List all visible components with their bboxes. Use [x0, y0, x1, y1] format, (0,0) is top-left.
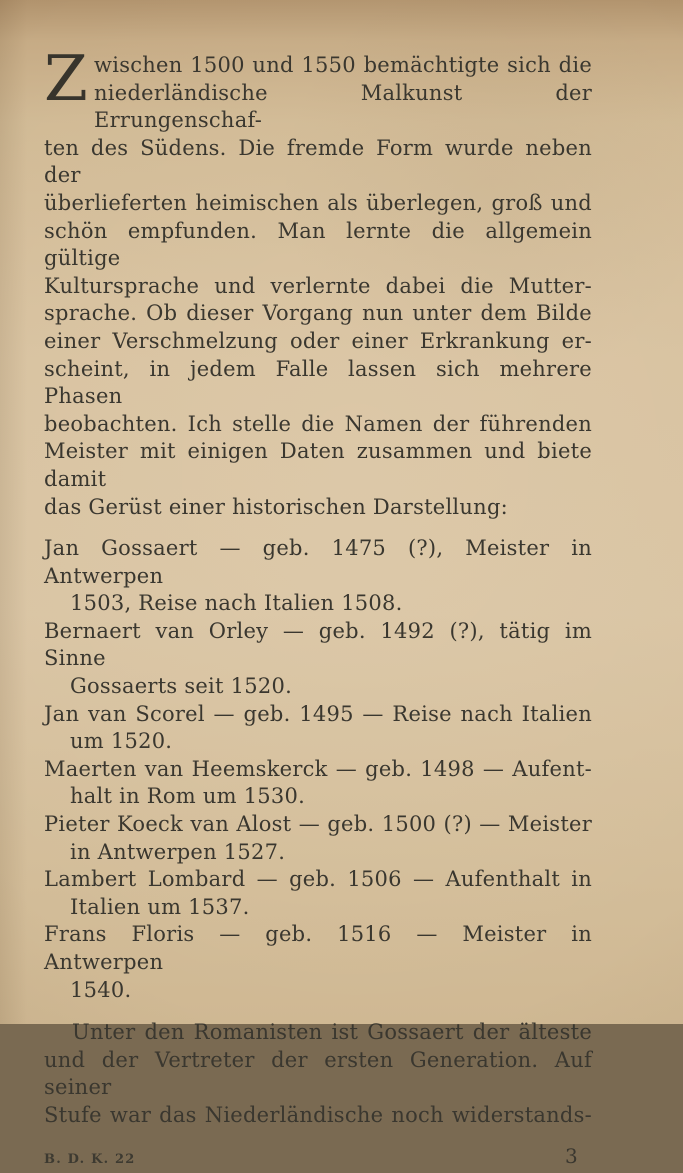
- opening-paragraph-line: das Gerüst einer historischen Darstellung:: [44, 494, 508, 519]
- text-block: [44, 42, 592, 1173]
- masters-list-line: Frans Floris — geb. 1516 — Meister in Antwerpen: [44, 922, 592, 974]
- opening-paragraph-line: überlieferten heimischen als überlegen, groß und: [44, 190, 592, 215]
- masters-list-line: 1503, Reise nach Italien 1508.: [70, 591, 403, 616]
- opening-paragraph-line: beobachten. Ich stelle die Namen der führenden: [44, 411, 592, 436]
- masters-list-line: Maerten van Heemskerck — geb. 1498 — Aufent-: [44, 756, 592, 781]
- opening-paragraph-line: schön empfunden. Man lernte die allgemein gültige: [44, 218, 592, 271]
- opening-paragraph-line: Kultursprache und verlernte dabei die Mutter-: [44, 273, 592, 298]
- masters-list-line: halt in Rom um 1530.: [70, 784, 306, 809]
- masters-list: [44, 535, 592, 1004]
- opening-paragraph-line: Meister mit einigen Daten zusammen und biete damit: [44, 439, 592, 491]
- closing-paragraph-line: Unter den Romanisten ist Gossaert der älteste: [72, 1020, 592, 1045]
- masters-list-line: 1540.: [70, 977, 132, 1002]
- masters-list-line: Italien um 1537.: [70, 894, 250, 919]
- masters-list-line: um 1520.: [70, 729, 173, 754]
- opening-paragraph-line: wischen 1500 und 1550 bemächtigte sich die: [94, 53, 592, 77]
- opening-paragraph-line: ten des Südens. Die fremde Form wurde neben der: [44, 135, 592, 188]
- opening-paragraph-line: niederländische Malkunst der Errungenschaf-: [94, 80, 592, 133]
- page-number: 3: [565, 1143, 578, 1168]
- masters-list-line: Jan van Scorel — geb. 1495 — Reise nach Italien: [44, 701, 592, 726]
- closing-paragraph-line: Stufe war das Niederländische noch widerstands-: [44, 1102, 592, 1127]
- opening-paragraph-line: scheint, in jedem Falle lassen sich mehrere Phasen: [44, 356, 592, 409]
- opening-paragraph-line: einer Verschmelzung oder einer Erkrankung er-: [44, 328, 592, 353]
- opening-paragraph: [44, 42, 592, 521]
- masters-list-line: Bernaert van Orley — geb. 1492 (?), tätig im Sinne: [44, 618, 592, 671]
- masters-list-line: in Antwerpen 1527.: [70, 839, 286, 864]
- masters-list-line: Lambert Lombard — geb. 1506 — Aufenthalt in: [44, 867, 592, 892]
- masters-list-line: Gossaerts seit 1520.: [70, 674, 293, 699]
- page-footer: [44, 1143, 592, 1173]
- signature-mark: B. D. K. 22: [44, 1151, 136, 1167]
- closing-paragraph: [44, 1019, 592, 1129]
- drop-cap: Z: [44, 42, 89, 115]
- masters-list-line: Pieter Koeck van Alost — geb. 1500 (?) — Meister: [44, 812, 592, 837]
- opening-paragraph-line: sprache. Ob dieser Vorgang nun unter dem Bilde: [44, 301, 592, 326]
- masters-list-line: Jan Gossaert — geb. 1475 (?), Meister in Antwerpen: [44, 536, 592, 588]
- closing-paragraph-line: und der Vertreter der ersten Generation. Auf seiner: [44, 1047, 592, 1100]
